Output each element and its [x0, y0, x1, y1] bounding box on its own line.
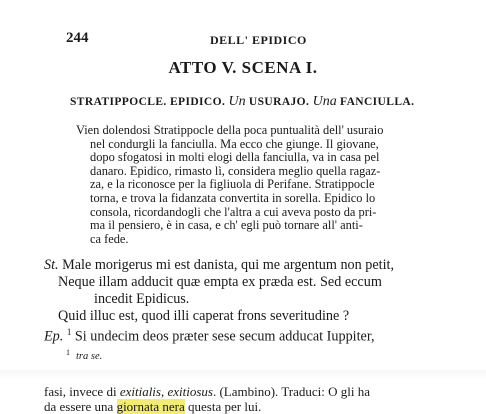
persona-main: STRATIPPOCLE. EPIDICO. — [70, 96, 226, 108]
fragment-text: fasi, invece di — [44, 384, 120, 399]
highlighted-phrase: giornata nera — [116, 399, 185, 414]
speaker-stratippocle: St. — [44, 257, 59, 273]
fragment-line-1 — [44, 384, 484, 399]
argument-line: dopo sfogatosi in molti elogi della fanciulla, va in casa pel — [90, 150, 380, 165]
verse-text: Si undecim deos præter sese secum adducat Iuppiter, — [71, 328, 375, 345]
fragment-text: questa per lui. — [184, 399, 262, 414]
argument-line: consola, ricordandogli che l'altra a cui aveva posto da pri- — [90, 204, 377, 219]
fragment-text: . (Lambino). Traduci: O gli ha — [212, 384, 371, 399]
verse-text: Quid illuc est, quod illi caperat frons severitudine ? — [58, 308, 350, 324]
verse-line-2 — [58, 274, 486, 290]
fragment-line-2 — [44, 399, 484, 414]
act-scene-heading: ATTO V. SCENA I. — [168, 58, 318, 77]
persona-fanciulla: FANCIULLA. — [340, 96, 415, 108]
verse-text: incedit Epidicus. — [94, 291, 190, 307]
persona-article-una: Una — [312, 94, 337, 109]
speaker-epidico: Ep. — [44, 328, 64, 345]
page-break-divider — [0, 370, 486, 380]
verse-line-3 — [94, 291, 486, 307]
fragment-italic: exitialis, exitiosus — [119, 384, 213, 399]
footnote — [66, 348, 102, 362]
verse-line-5 — [44, 324, 484, 345]
verse-line-1 — [44, 257, 484, 273]
fragment-text: da essere una — [44, 399, 117, 414]
running-title: DELL' EPIDICO — [210, 33, 307, 47]
verse-text: Male morigerus mi est danista, qui me argentum non petit, — [58, 257, 395, 273]
argument-line: za, e la riconosce per la figliuola di Perifane. Stratippocle — [90, 177, 375, 192]
footnote-ref: 1 — [66, 327, 72, 337]
argument-line: ca fede. — [90, 231, 129, 246]
argument-line: ma il pensiero, è in casa, e ch' egli può tornare all' anti- — [90, 218, 363, 233]
argument-line: nel condurgli la fanciulla. Ma ecco che giunge. Il giovane, — [90, 136, 379, 151]
argument-line: Vien dolendosi Stratippocle della poca puntualità dell' usuraio — [76, 123, 384, 137]
argument-line: torna, e trova la fidanzata convertita in sorella. Epidico lo — [90, 190, 376, 205]
footnote-mark: 1 — [66, 348, 70, 357]
argument-line: danaro. Epidico, rimasto lì, considera meglio quella ragaz- — [90, 163, 381, 178]
page-number: 244 — [66, 30, 89, 46]
verse-line-4 — [58, 308, 486, 324]
persona-article-un: Un — [228, 94, 246, 109]
verse-text: Neque illam adducit quæ empta ex præda est. Sed eccum — [58, 274, 382, 290]
footnote-text: tra se. — [76, 351, 103, 362]
dramatis-personae — [70, 94, 414, 110]
persona-usuraio: USURAJO. — [248, 96, 310, 108]
scene-argument — [76, 124, 486, 246]
